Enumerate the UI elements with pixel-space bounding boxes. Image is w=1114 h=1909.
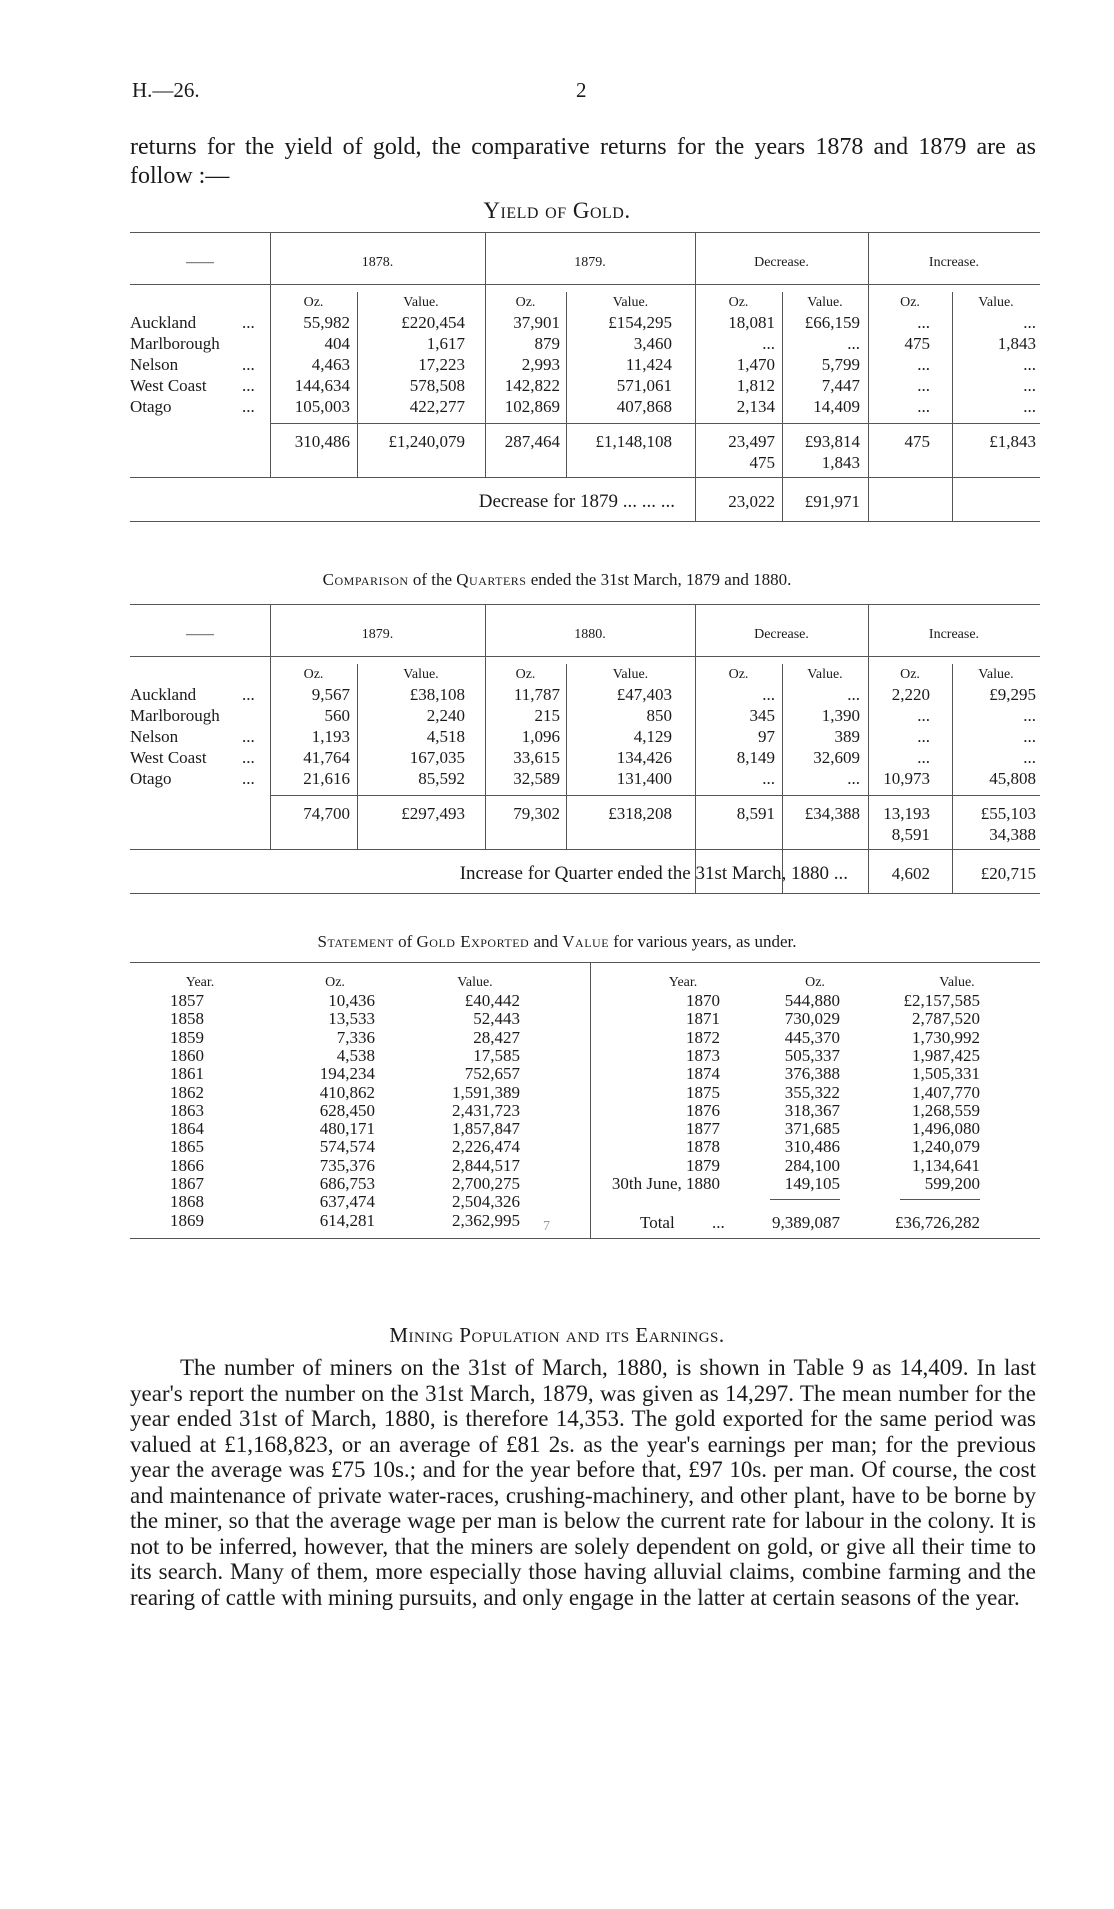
row-name: Nelson bbox=[130, 727, 179, 746]
total-cell-2: 1,843 bbox=[821, 453, 860, 472]
table-cell: 33,615 bbox=[513, 748, 560, 767]
total-cell: 13,193 bbox=[883, 804, 930, 823]
table-cell: 21,616 bbox=[303, 769, 350, 788]
table-cell: ... bbox=[762, 769, 775, 788]
value-cell: 1,407,770 bbox=[912, 1082, 980, 1102]
value-cell: 1,496,080 bbox=[912, 1119, 980, 1139]
sub-header: Value. bbox=[403, 295, 439, 310]
table-cell: ... bbox=[847, 334, 860, 353]
table-cell: ... bbox=[1023, 748, 1036, 767]
table-cell: 1,617 bbox=[426, 334, 465, 353]
group-label-dash: —— bbox=[186, 627, 214, 642]
value-cell: 2,787,520 bbox=[912, 1009, 980, 1029]
rule bbox=[782, 664, 783, 893]
oz-cell: 10,436 bbox=[328, 991, 375, 1010]
year-cell: 1858 bbox=[170, 1009, 204, 1029]
table-cell: 37,901 bbox=[513, 313, 560, 332]
sub-header: Value. bbox=[403, 667, 439, 682]
rule bbox=[270, 795, 1040, 796]
row-name: West Coast bbox=[130, 748, 207, 767]
header-oz: Oz. bbox=[805, 975, 825, 990]
rule bbox=[130, 849, 1040, 850]
rule bbox=[695, 604, 696, 893]
oz-cell: 505,337 bbox=[784, 1045, 840, 1065]
sub-header: Oz. bbox=[515, 667, 536, 682]
net-cell: £20,715 bbox=[980, 864, 1036, 883]
total-cell: 23,497 bbox=[728, 432, 775, 451]
row-name: Otago bbox=[130, 397, 172, 416]
rule bbox=[130, 893, 1040, 894]
table-cell: 3,460 bbox=[633, 334, 672, 353]
header-year: Year. bbox=[668, 975, 698, 990]
year-cell: 1863 bbox=[170, 1100, 204, 1120]
table-cell: ... bbox=[1023, 313, 1036, 332]
year-cell: 1866 bbox=[170, 1155, 204, 1175]
value-cell: 752,657 bbox=[464, 1064, 520, 1084]
table-cell: 32,589 bbox=[513, 769, 560, 788]
group-header: Decrease. bbox=[754, 627, 809, 642]
oz-cell: 574,574 bbox=[319, 1137, 375, 1157]
rule bbox=[270, 604, 271, 849]
value-cell: 1,857,847 bbox=[452, 1119, 520, 1139]
table-cell: 10,973 bbox=[883, 769, 930, 788]
table3-title-part: Value bbox=[562, 932, 610, 951]
oz-cell: 544,880 bbox=[784, 991, 840, 1010]
row-name: Otago bbox=[130, 769, 172, 788]
table2-title-part: Comparison bbox=[322, 570, 409, 589]
rule bbox=[130, 521, 1040, 522]
table-cell: 144,634 bbox=[294, 376, 350, 395]
rule bbox=[130, 604, 1040, 605]
oz-cell: 310,486 bbox=[784, 1137, 840, 1157]
sub-header: Value. bbox=[807, 667, 843, 682]
table3-title-part: Gold Exported bbox=[416, 932, 530, 951]
table-cell: 2,993 bbox=[521, 355, 560, 374]
group-header: Decrease. bbox=[754, 255, 809, 270]
year-cell: 1860 bbox=[170, 1045, 204, 1065]
total-dots: ... bbox=[712, 1212, 725, 1232]
table-cell: ... bbox=[762, 334, 775, 353]
table2-title-part: ended the 31st March, 1879 and 1880. bbox=[526, 570, 792, 589]
table-cell: 85,592 bbox=[418, 769, 465, 788]
rule bbox=[782, 292, 783, 521]
value-cell: £40,442 bbox=[464, 991, 520, 1010]
rule bbox=[130, 1238, 1040, 1239]
table-cell: 2,220 bbox=[891, 685, 930, 704]
table-cell: 1,812 bbox=[736, 376, 775, 395]
table-cell: £9,295 bbox=[989, 685, 1036, 704]
header-value: Value. bbox=[939, 975, 975, 990]
total-cell-2: 34,388 bbox=[989, 825, 1036, 844]
oz-cell: 735,376 bbox=[319, 1155, 375, 1175]
oz-cell: 7,336 bbox=[336, 1027, 375, 1047]
row-dots: ... bbox=[242, 769, 255, 788]
year-cell: 1865 bbox=[170, 1137, 204, 1157]
value-cell: 2,700,275 bbox=[452, 1174, 520, 1193]
group-label-dash: —— bbox=[186, 255, 214, 270]
table-cell: 102,869 bbox=[504, 397, 560, 416]
table-cell: 4,129 bbox=[633, 727, 672, 746]
total-oz: 9,389,087 bbox=[772, 1212, 840, 1232]
intro-text: returns for the yield of gold, the comparative returns for the years 1878 and 1879 are as follow :— bbox=[130, 134, 1036, 189]
value-cell: 1,240,079 bbox=[912, 1137, 980, 1157]
group-header: Increase. bbox=[928, 627, 980, 642]
table3-title bbox=[0, 932, 1114, 952]
row-dots: ... bbox=[242, 727, 255, 746]
table-cell: ... bbox=[917, 706, 930, 725]
sub-header: Value. bbox=[807, 295, 843, 310]
table-cell: 1,096 bbox=[521, 727, 560, 746]
total-cell: 8,591 bbox=[736, 804, 775, 823]
rule bbox=[566, 664, 567, 849]
table-cell: 422,277 bbox=[409, 397, 465, 416]
value-cell: 1,505,331 bbox=[912, 1064, 980, 1084]
value-cell: 2,431,723 bbox=[452, 1100, 520, 1120]
rule bbox=[900, 1199, 980, 1200]
row-dots: ... bbox=[242, 376, 255, 395]
year-cell: 1871 bbox=[686, 1009, 720, 1029]
year-cell: 1872 bbox=[686, 1027, 720, 1047]
group-header: Increase. bbox=[928, 255, 980, 270]
table-cell: 97 bbox=[758, 727, 775, 746]
table-cell: 45,808 bbox=[989, 769, 1036, 788]
table-cell: 7,447 bbox=[821, 376, 860, 395]
total-cell-2: 475 bbox=[749, 453, 775, 472]
oz-cell: 628,450 bbox=[319, 1100, 375, 1120]
total-value: £36,726,282 bbox=[895, 1212, 980, 1232]
year-cell: 1874 bbox=[686, 1064, 720, 1084]
rule bbox=[130, 962, 1040, 963]
rule bbox=[130, 656, 1040, 657]
table-cell: £154,295 bbox=[608, 313, 672, 332]
year-cell: 1859 bbox=[170, 1027, 204, 1047]
table-cell: ... bbox=[917, 355, 930, 374]
table-cell: 879 bbox=[534, 334, 560, 353]
report-reference: H.—26. bbox=[132, 78, 200, 102]
rule bbox=[130, 477, 1040, 478]
total-cell: £318,208 bbox=[608, 804, 672, 823]
table-cell: 55,982 bbox=[303, 313, 350, 332]
year-cell: 1867 bbox=[170, 1174, 204, 1193]
rule bbox=[952, 292, 953, 521]
sub-header: Value. bbox=[612, 667, 649, 682]
value-cell: 2,226,474 bbox=[452, 1137, 520, 1157]
row-dots: ... bbox=[242, 685, 255, 704]
table-cell: 14,409 bbox=[813, 397, 860, 416]
table-cell: ... bbox=[917, 397, 930, 416]
oz-cell: 284,100 bbox=[784, 1155, 840, 1175]
rule bbox=[485, 604, 486, 849]
oz-cell: 376,388 bbox=[784, 1064, 840, 1084]
table-cell: ... bbox=[1023, 397, 1036, 416]
value-cell: 2,844,517 bbox=[452, 1155, 520, 1175]
value-cell: 2,362,995 bbox=[452, 1210, 520, 1230]
value-cell: 1,591,389 bbox=[452, 1082, 520, 1102]
table-cell: ... bbox=[917, 748, 930, 767]
total-cell: £55,103 bbox=[980, 804, 1036, 823]
table-cell: ... bbox=[1023, 727, 1036, 746]
year-cell: 1861 bbox=[170, 1064, 204, 1084]
row-name: Nelson bbox=[130, 355, 179, 374]
table-cell: 9,567 bbox=[311, 685, 350, 704]
oz-cell: 614,281 bbox=[319, 1210, 375, 1230]
table-cell: 2,240 bbox=[426, 706, 465, 725]
table-cell: 389 bbox=[834, 727, 860, 746]
table3-title-part: Statement bbox=[317, 932, 394, 951]
year-cell: 1857 bbox=[170, 991, 204, 1010]
group-header: 1879. bbox=[574, 255, 606, 270]
net-cell: 23,022 bbox=[728, 492, 775, 511]
table-cell: 134,426 bbox=[616, 748, 672, 767]
total-cell: 79,302 bbox=[513, 804, 560, 823]
sub-header: Oz. bbox=[515, 295, 536, 310]
table-cell: 32,609 bbox=[813, 748, 860, 767]
table2-title-part: of the bbox=[408, 570, 457, 589]
section-body: The number of miners on the 31st of March, 1880, is shown in Table 9 as 14,409. In last year's report the number on the 31st March, 1879, was given as 14,297. The mean number for the year ended 31st of March, 1880, is therefore 14,353. The gold exported for the same period was valued at £1,168,823, or an average of £81 2s. as the year's earnings per man; for the previous year the average was £75 10s.; and for the year before that, £97 10s. per man. Of course, the cost and maintenance of private water-races, crushing-machinery, and other plant, have to be borne by the miner, so that the average wage per man is below the current rate for labour in the colony. It is not to be inferred, however, that the miners are solely dependent on gold, or give all their time to its search. Many of them, more especially those having alluvial claims, combine farming and the rearing of cattle with mining pursuits, and only engage in the latter at certain seasons of the year. bbox=[130, 1355, 1036, 1610]
table1-title: Yield of Gold. bbox=[483, 198, 631, 223]
total-cell: £1,240,079 bbox=[388, 432, 465, 451]
total-cell: 310,486 bbox=[294, 432, 350, 451]
oz-cell: 4,538 bbox=[336, 1045, 375, 1065]
table-cell: 1,390 bbox=[821, 706, 860, 725]
table-cell: 215 bbox=[534, 706, 560, 725]
table2-title-part: Quarters bbox=[456, 570, 527, 589]
table-cell: 105,003 bbox=[294, 397, 350, 416]
row-name: Marlborough bbox=[130, 706, 220, 725]
table-cell: ... bbox=[917, 376, 930, 395]
rule bbox=[130, 284, 1040, 285]
rule bbox=[485, 232, 486, 477]
table-cell: 11,424 bbox=[625, 355, 672, 374]
table-cell: 4,463 bbox=[311, 355, 350, 374]
value-cell: 28,427 bbox=[473, 1027, 520, 1047]
rule bbox=[770, 1199, 840, 1200]
table-cell: 345 bbox=[749, 706, 775, 725]
table-cell: 404 bbox=[324, 334, 350, 353]
table-cell: 560 bbox=[324, 706, 350, 725]
table-cell: 18,081 bbox=[728, 313, 775, 332]
rule bbox=[130, 232, 1040, 233]
value-cell: 599,200 bbox=[924, 1174, 980, 1193]
oz-cell: 480,171 bbox=[319, 1119, 375, 1139]
value-cell: 1,987,425 bbox=[912, 1045, 980, 1065]
header-value: Value. bbox=[457, 975, 493, 990]
year-cell: 1873 bbox=[686, 1045, 720, 1065]
table-cell: 131,400 bbox=[616, 769, 672, 788]
table-cell: £220,454 bbox=[401, 313, 465, 332]
total-cell: 475 bbox=[904, 432, 930, 451]
rule bbox=[566, 292, 567, 477]
table-cell: £47,403 bbox=[616, 685, 672, 704]
year-cell: 1876 bbox=[686, 1100, 720, 1120]
table-cell: ... bbox=[1023, 355, 1036, 374]
year-cell: 1862 bbox=[170, 1082, 204, 1102]
sub-header: Oz. bbox=[303, 295, 324, 310]
year-cell: 1868 bbox=[170, 1192, 204, 1212]
table-cell: 2,134 bbox=[736, 397, 775, 416]
group-header: 1879. bbox=[361, 627, 394, 642]
table-cell: £66,159 bbox=[804, 313, 860, 332]
rule bbox=[868, 604, 869, 893]
year-cell: 1878 bbox=[686, 1137, 720, 1157]
year-cell: 1864 bbox=[170, 1119, 204, 1139]
table-cell: ... bbox=[847, 769, 860, 788]
page-number: 2 bbox=[576, 78, 587, 102]
sub-header: Oz. bbox=[303, 667, 324, 682]
table-cell: 142,822 bbox=[504, 376, 560, 395]
value-cell: 1,268,559 bbox=[912, 1100, 980, 1120]
sub-header: Value. bbox=[978, 667, 1014, 682]
table-cell: 167,035 bbox=[409, 748, 465, 767]
table-cell: 1,470 bbox=[736, 355, 775, 374]
value-cell: 1,134,641 bbox=[912, 1155, 980, 1175]
year-cell: 1869 bbox=[170, 1210, 204, 1230]
total-cell: £34,388 bbox=[804, 804, 860, 823]
rule bbox=[357, 664, 358, 849]
table2-title bbox=[0, 570, 1114, 590]
year-cell: 1870 bbox=[686, 991, 720, 1010]
table-cell: ... bbox=[917, 727, 930, 746]
year-cell: 1879 bbox=[686, 1155, 720, 1175]
oz-cell: 149,105 bbox=[784, 1174, 840, 1193]
value-cell: 2,504,326 bbox=[452, 1192, 520, 1212]
net-label: Increase for Quarter ended the 31st March, 1880 ... bbox=[459, 863, 848, 884]
section-heading: Mining Population and its Earnings. bbox=[389, 1323, 725, 1347]
row-dots: ... bbox=[242, 313, 255, 332]
rule bbox=[270, 423, 1040, 424]
total-cell: 74,700 bbox=[303, 804, 350, 823]
net-label: Decrease for 1879 ... ... ... bbox=[478, 491, 675, 512]
oz-cell: 410,862 bbox=[319, 1082, 375, 1102]
oz-cell: 371,685 bbox=[784, 1119, 840, 1139]
value-cell: 1,730,992 bbox=[912, 1027, 980, 1047]
total-label: Total bbox=[640, 1212, 675, 1232]
rule bbox=[590, 962, 591, 1238]
oz-cell: 637,474 bbox=[319, 1192, 375, 1212]
table-cell: 11,787 bbox=[513, 685, 560, 704]
total-cell: £1,843 bbox=[989, 432, 1036, 451]
header-oz: Oz. bbox=[325, 975, 345, 990]
table-cell: 1,193 bbox=[311, 727, 350, 746]
sub-header: Oz. bbox=[728, 295, 749, 310]
rule bbox=[270, 232, 271, 477]
value-cell: £2,157,585 bbox=[903, 991, 980, 1010]
net-cell: £91,971 bbox=[804, 492, 860, 511]
row-dots: ... bbox=[242, 397, 255, 416]
sub-header: Oz. bbox=[728, 667, 749, 682]
table3-title-part: and bbox=[529, 932, 563, 951]
table-cell: 1,843 bbox=[997, 334, 1036, 353]
oz-cell: 318,367 bbox=[784, 1100, 840, 1120]
total-cell: £1,148,108 bbox=[595, 432, 672, 451]
row-dots: ... bbox=[242, 748, 255, 767]
total-cell: £297,493 bbox=[401, 804, 465, 823]
total-cell: 287,464 bbox=[504, 432, 560, 451]
oz-cell: 355,322 bbox=[784, 1082, 840, 1102]
sub-header: Value. bbox=[612, 295, 649, 310]
table-cell: 17,223 bbox=[418, 355, 465, 374]
row-name: West Coast bbox=[130, 376, 207, 395]
row-name: Auckland bbox=[130, 685, 197, 704]
row-name: Auckland bbox=[130, 313, 197, 332]
oz-cell: 445,370 bbox=[784, 1027, 840, 1047]
table-cell: 5,799 bbox=[821, 355, 860, 374]
table3-title-part: of bbox=[393, 932, 417, 951]
group-header: 1878. bbox=[361, 255, 394, 270]
table-cell: ... bbox=[917, 313, 930, 332]
table-cell: 850 bbox=[646, 706, 672, 725]
row-name: Marlborough bbox=[130, 334, 220, 353]
table-cell: 578,508 bbox=[409, 376, 465, 395]
year-cell: 1875 bbox=[686, 1082, 720, 1102]
table3-title-part: for various years, as under. bbox=[609, 932, 797, 951]
oz-cell: 686,753 bbox=[319, 1174, 375, 1193]
stray-mark: 7 bbox=[543, 1218, 550, 1234]
row-dots: ... bbox=[242, 355, 255, 374]
sub-header: Oz. bbox=[900, 295, 920, 310]
net-cell: 4,602 bbox=[891, 864, 930, 883]
table-cell: ... bbox=[762, 685, 775, 704]
value-cell: 52,443 bbox=[473, 1009, 520, 1029]
table-cell: 8,149 bbox=[736, 748, 775, 767]
oz-cell: 730,029 bbox=[784, 1009, 840, 1029]
rule bbox=[695, 232, 696, 521]
sub-header: Value. bbox=[978, 295, 1014, 310]
table-cell: 571,061 bbox=[616, 376, 672, 395]
table-cell: 4,518 bbox=[426, 727, 465, 746]
header-year: Year. bbox=[185, 975, 215, 990]
table-cell: 475 bbox=[904, 334, 930, 353]
table-cell: 41,764 bbox=[303, 748, 350, 767]
value-cell: 17,585 bbox=[473, 1045, 520, 1065]
total-cell: £93,814 bbox=[804, 432, 860, 451]
group-header: 1880. bbox=[574, 627, 606, 642]
year-cell: 1877 bbox=[686, 1119, 720, 1139]
year-cell: 30th June, 1880 bbox=[611, 1174, 720, 1193]
total-cell-2: 8,591 bbox=[891, 825, 930, 844]
table-cell: ... bbox=[847, 685, 860, 704]
oz-cell: 194,234 bbox=[319, 1064, 375, 1084]
table-cell: 407,868 bbox=[616, 397, 672, 416]
rule bbox=[868, 232, 869, 521]
sub-header: Oz. bbox=[900, 667, 920, 682]
table-cell: ... bbox=[1023, 376, 1036, 395]
rule bbox=[952, 664, 953, 893]
table-cell: £38,108 bbox=[409, 685, 465, 704]
oz-cell: 13,533 bbox=[328, 1009, 375, 1029]
rule bbox=[357, 292, 358, 477]
table-cell: ... bbox=[1023, 706, 1036, 725]
